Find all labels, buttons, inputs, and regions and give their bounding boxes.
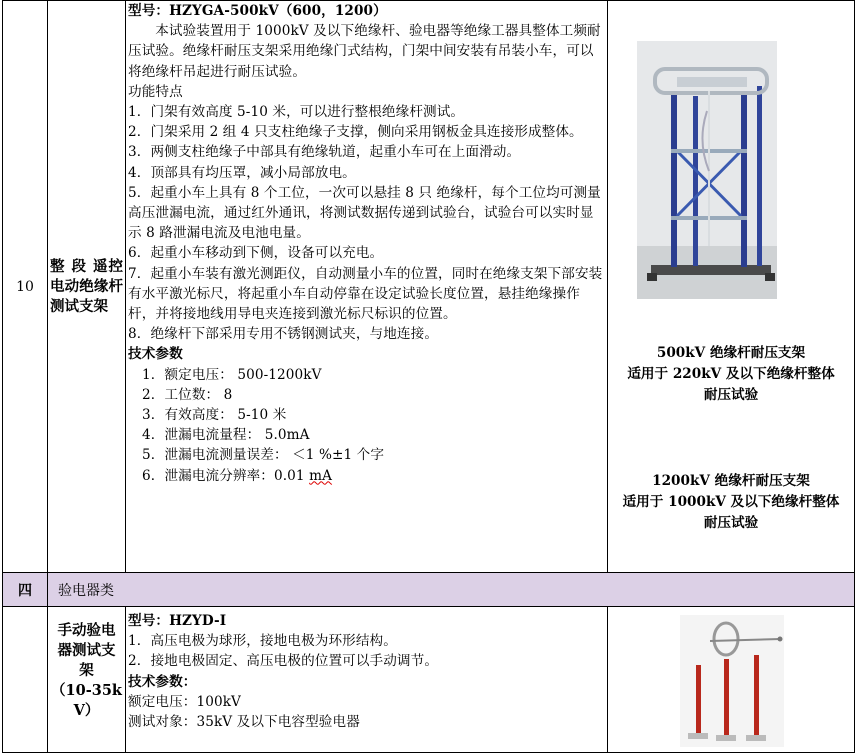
feature-item: 8．绝缘杆下部采用专用不锈钢测试夹，与地连接。 (128, 326, 439, 343)
features-title: 功能特点 (128, 83, 183, 100)
model-line: 型号：HZYGA-500kV（600，1200） (128, 3, 387, 19)
product-name: 整 段 遥控电动绝缘杆测试支架 (50, 257, 123, 315)
test-stand-photo (637, 41, 777, 299)
table-row-10 (3, 1, 855, 573)
product-description (126, 607, 607, 732)
section-number: 四 (3, 573, 48, 607)
params-title: 技术参数： (128, 673, 197, 690)
feature-item: 3．两侧支柱绝缘子中部具有绝缘轨道，起重小车可在上面滑动。 (128, 144, 521, 161)
caption-500kv: 500kV 绝缘杆耐压支架 适用于 220kV 及以下绝缘杆整体 耐压试验 (627, 345, 835, 403)
feature-item: 1．高压电极为球形，接地电极为环形结构。 (128, 633, 397, 650)
param-item: 测试对象：35kV 及以下电容型验电器 (128, 714, 360, 731)
param-item: 4．泄漏电流量程： 5.0mA (142, 427, 310, 444)
param-item: 1．额定电压： 500-1200kV (142, 366, 322, 383)
feature-item: 6．起重小车移动到下侧，设备可以充电。 (128, 245, 384, 262)
section-title: 验电器类 (48, 573, 855, 607)
feature-item: 4．顶部具有均压罩，减小局部放电。 (128, 164, 356, 181)
caption-1200kv: 1200kV 绝缘杆耐压支架 适用于 1000kV 及以下绝缘杆整体 耐压试验 (622, 473, 840, 531)
model-line: 型号：HZYD-I (128, 613, 227, 629)
param-item: 额定电压：100kV (128, 693, 241, 710)
param-item: 6．泄漏电流分辨率：0.01 mA (142, 467, 333, 484)
feature-item: 2．门架采用 2 组 4 只支柱绝缘子支撑，侧向采用钢板金具连接形成整体。 (128, 124, 583, 141)
hand-tester-photo (680, 615, 784, 747)
params-title: 技术参数 (128, 346, 183, 363)
product-table (2, 0, 855, 753)
row-number: 10 (3, 1, 48, 573)
feature-item: 1．门架有效高度 5-10 米，可以进行整根绝缘杆测试。 (128, 104, 465, 121)
feature-item: 2．接地电极固定、高压电极的位置可以手动调节。 (128, 653, 439, 670)
intro-text: 本试验装置用于 1000kV 及以下绝缘杆、验电器等绝缘工器具整体工频耐压试验。绝缘杆耐压支架采用绝缘门式结构，门架中间安装有吊装小车，可以将绝缘杆吊起进行耐压试验。 (128, 23, 601, 80)
param-item: 2．工位数： 8 (142, 386, 233, 403)
feature-item: 5．起重小车上具有 8 个工位，一次可以悬挂 8 只 绝缘杆，每个工位均可测量高压泄漏电流，通过红外通讯，将测试数据传递到试验台，试验台可以实时显示 8 路泄漏电流及电池电量。 (128, 184, 601, 242)
feature-item: 7．起重小车装有激光测距仪，自动测量小车的位置，同时在绝缘支架下部安装有水平激光标尺，将起重小车自动停靠在设定试验长度位置，悬挂绝缘操作杆，并将接地线用导电夹连接到激光标尺标识的位置。 (128, 265, 603, 323)
param-item: 3．有效高度： 5-10 米 (142, 407, 287, 424)
table-row-hand-tester (3, 607, 855, 753)
param-item: 5．泄漏电流测量误差： ＜1 %±1 个字 (142, 447, 385, 464)
section-header (3, 573, 855, 607)
product-name: 手动验电 器测试支 架 （10-35k V） (51, 622, 122, 719)
product-description (126, 1, 607, 486)
